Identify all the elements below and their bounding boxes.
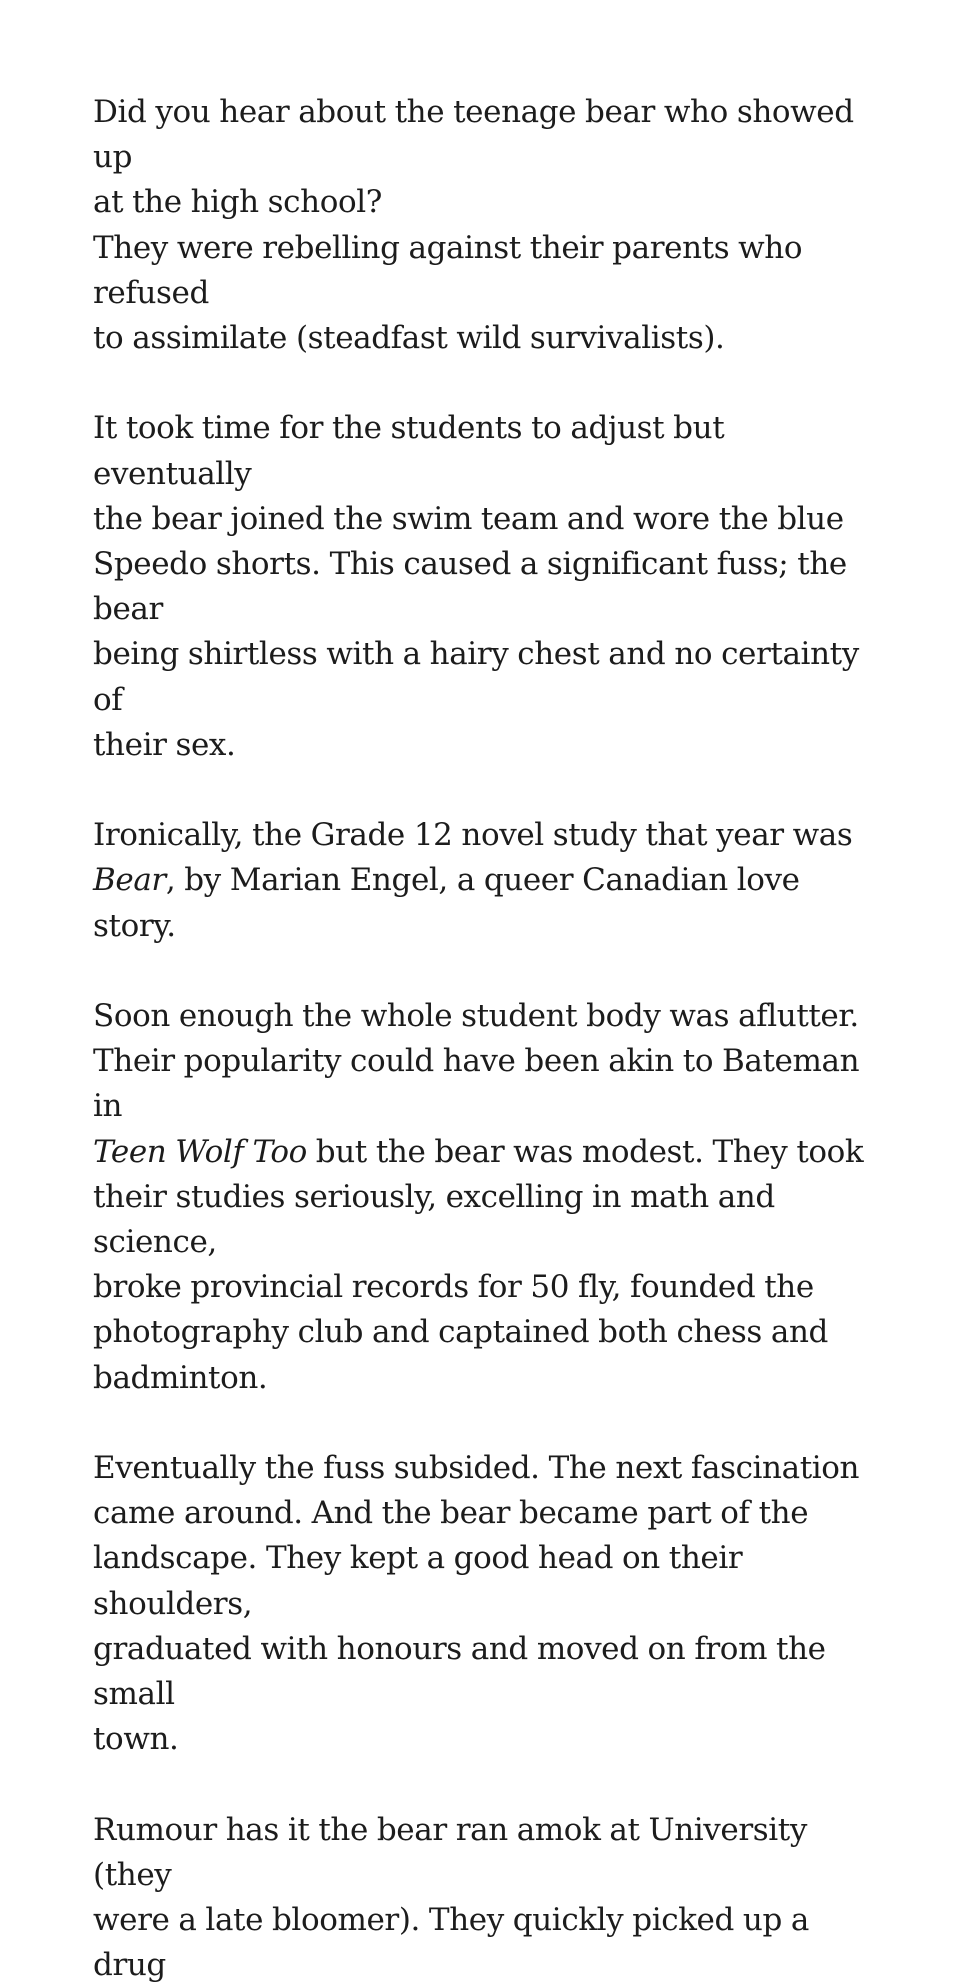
film-title-teen-wolf-too: Teen Wolf Too <box>93 1133 307 1170</box>
text-line: were a late bloomer). They quickly picked up a drug <box>93 1902 809 1984</box>
text-line: the bear joined the swim team and wore the blue <box>93 500 844 537</box>
text-line: Eventually the fuss subsided. The next fascination <box>93 1450 860 1487</box>
text-line: landscape. They kept a good head on their shoulders, <box>93 1540 743 1622</box>
text-line: broke provincial records for 50 fly, founded the <box>93 1269 814 1306</box>
text-line <box>93 1134 863 1170</box>
text-line: to assimilate (steadfast wild survivalists). <box>93 320 725 357</box>
document-page <box>93 90 873 1988</box>
paragraph <box>93 406 873 768</box>
text-line: Speedo shorts. This caused a significant fuss; the bear <box>93 546 847 628</box>
text-line: photography club and captained both chess and <box>93 1314 828 1351</box>
text-line: Ironically, the Grade 12 novel study that year was <box>93 817 853 854</box>
text-line: Did you hear about the teenage bear who showed up <box>93 94 854 176</box>
text-line: being shirtless with a hairy chest and no certainty of <box>93 636 859 718</box>
text-line: They were rebelling against their parents who refused <box>93 229 803 311</box>
text-line: badminton. <box>93 1359 268 1396</box>
text-line: graduated with honours and moved on from the small <box>93 1630 826 1713</box>
text-line: came around. And the bear became part of the <box>93 1495 809 1532</box>
text-run: but the bear was modest. They took <box>306 1133 864 1170</box>
text-line: It took time for the students to adjust but eventually <box>93 410 725 492</box>
paragraph <box>93 1446 873 1762</box>
text-line: town. <box>93 1721 179 1758</box>
text-line: at the high school? <box>93 184 382 221</box>
text-line <box>93 862 800 943</box>
paragraph <box>93 90 873 361</box>
text-line: Rumour has it the bear ran amok at University (they <box>93 1811 807 1893</box>
text-line: their studies seriously, excelling in math and science, <box>93 1178 775 1261</box>
text-run: , by Marian Engel, a queer Canadian love story. <box>93 862 800 944</box>
text-line: their sex. <box>93 726 236 763</box>
paragraph <box>93 813 873 949</box>
paragraph <box>93 1808 873 1988</box>
book-title-bear: Bear <box>93 862 166 899</box>
text-line: Soon enough the whole student body was aflutter. <box>93 998 859 1035</box>
paragraph <box>93 994 873 1401</box>
text-line: Their popularity could have been akin to Bateman in <box>93 1043 860 1125</box>
